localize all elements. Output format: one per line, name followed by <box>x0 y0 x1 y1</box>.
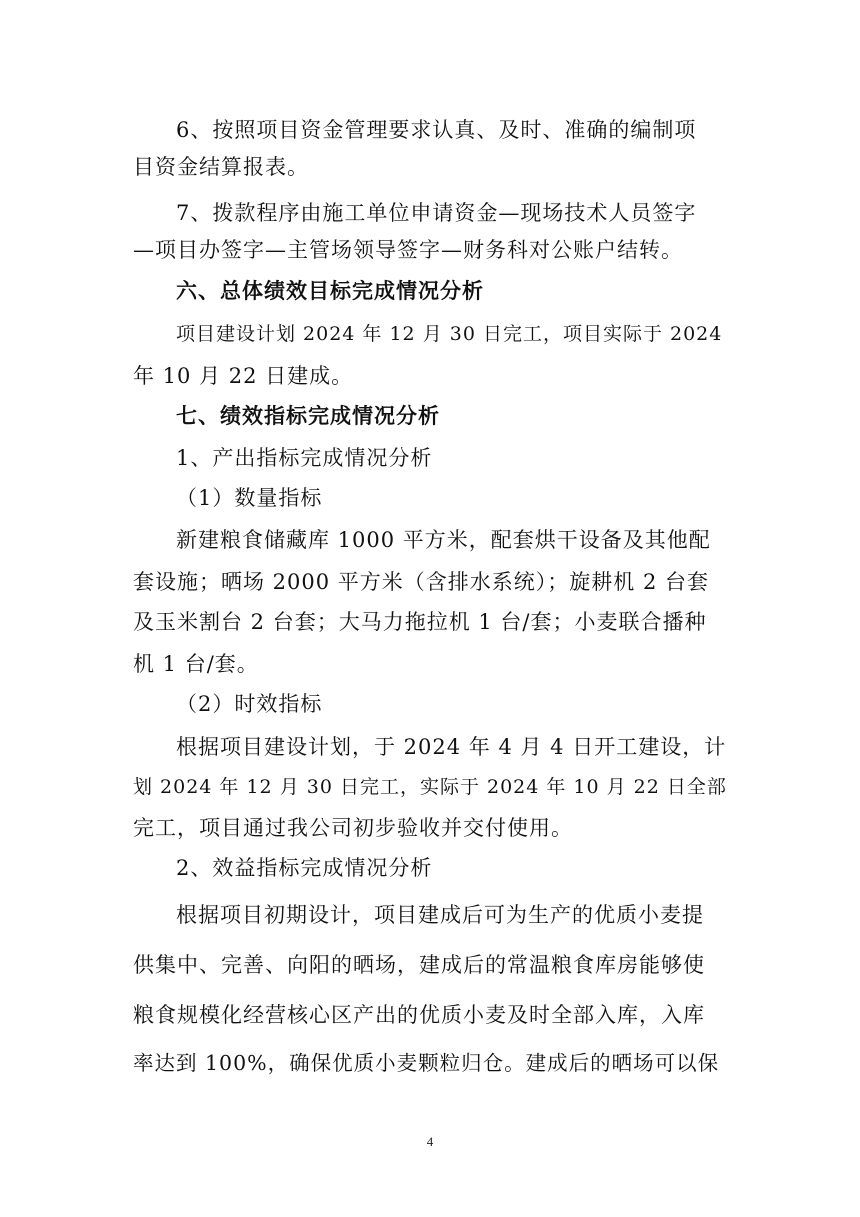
subsection-heading: 1、产出指标完成情况分析 <box>176 446 433 470</box>
page-number: 4 <box>426 1134 434 1149</box>
paragraph-line: 年 10 月 22 日建成。 <box>133 364 354 388</box>
paragraph-line: 粮食规模化经营核心区产出的优质小麦及时全部入库，入库 <box>133 1003 705 1027</box>
paragraph-line: 率达到 100%，确保优质小麦颗粒归仓。建成后的晒场可以保 <box>133 1051 720 1075</box>
subsection-heading: （1）数量指标 <box>176 486 323 510</box>
paragraph-line: 套设施；晒场 2000 平方米（含排水系统）；旋耕机 2 台套 <box>133 570 710 594</box>
subsection-heading: 2、效益指标完成情况分析 <box>176 856 433 880</box>
section-heading: 六、总体绩效目标完成情况分析 <box>176 278 484 303</box>
paragraph-line: 完工，项目通过我公司初步验收并交付使用。 <box>133 816 573 840</box>
paragraph-line: 项目建设计划 2024 年 12 月 30 日完工，项目实际于 2024 <box>176 323 723 345</box>
paragraph-line: 新建粮食储藏库 1000 平方米，配套烘干设备及其他配 <box>176 528 711 552</box>
section-heading: 七、绩效指标完成情况分析 <box>176 403 440 428</box>
paragraph-line: 根据项目建设计划，于 2024 年 4 月 4 日开工建设，计 <box>176 735 727 759</box>
paragraph-line: 及玉米割台 2 台套；大马力拖拉机 1 台/套；小麦联合播种 <box>133 610 707 634</box>
paragraph-line: 6、按照项目资金管理要求认真、及时、准确的编制项 <box>176 118 697 142</box>
paragraph-line: 7、拨款程序由施工单位申请资金—现场技术人员签字 <box>176 201 697 225</box>
paragraph-line: 供集中、完善、向阳的晒场，建成后的常温粮食库房能够使 <box>133 953 705 977</box>
paragraph-line: 根据项目初期设计，项目建成后可为生产的优质小麦提 <box>176 903 704 927</box>
paragraph-line: 划 2024 年 12 月 30 日完工，实际于 2024 年 10 月 22 日全部 <box>133 776 727 798</box>
paragraph-line: 目资金结算报表。 <box>133 155 309 179</box>
paragraph-line: —项目办签字—主管场领导签字—财务科对公账户结转。 <box>133 238 683 262</box>
subsection-heading: （2）时效指标 <box>176 692 323 716</box>
paragraph-line: 机 1 台/套。 <box>133 652 259 676</box>
